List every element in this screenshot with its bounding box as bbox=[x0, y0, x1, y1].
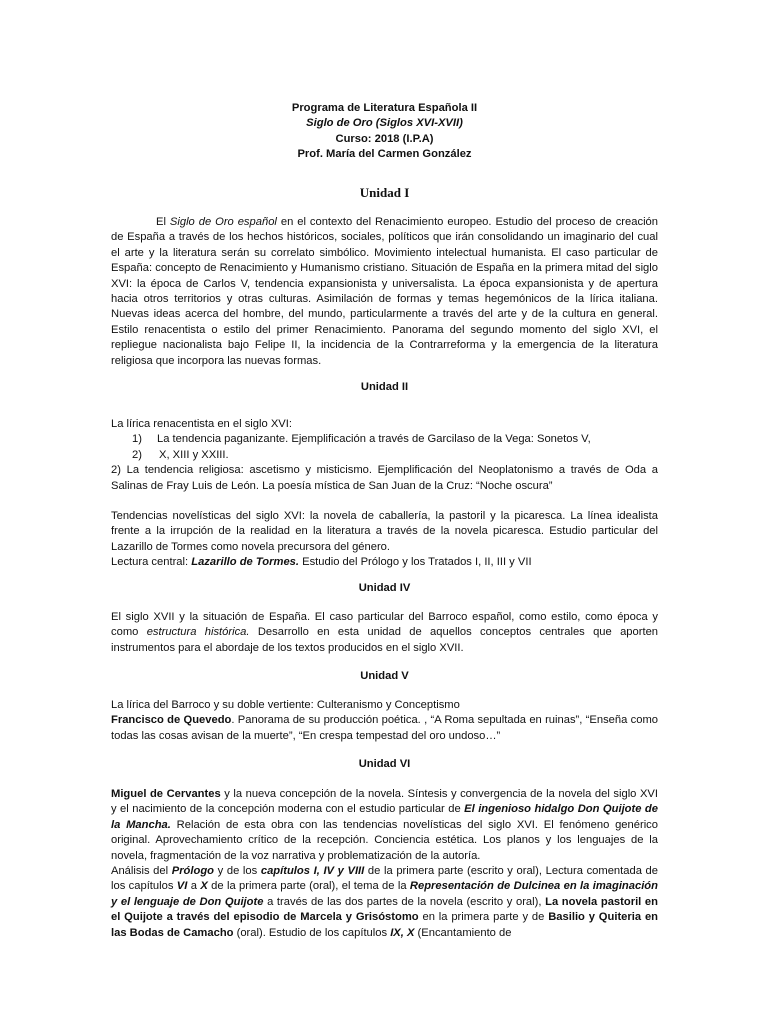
unidad-2-lead: La lírica renacentista en el siglo XVI: bbox=[111, 418, 292, 430]
unidad-5-quevedo: Francisco de Quevedo. Panorama de su producción poética. , “A Roma sepultada en ruinas”, “Enseña como todas las cosas avisan de la muerte”, “En crespa tempestad del oro undoso…” bbox=[111, 714, 659, 742]
unidad-1-italic: Siglo de Oro español bbox=[169, 216, 277, 228]
document-header bbox=[111, 101, 658, 163]
unidad-6-paragraph-1: Miguel de Cervantes y la nueva concepción de la novela. Síntesis y convergencia de la novela del siglo XVI y el nacimiento de la concepción moderna con el estudio particular de El ingenioso hidalgo Don Quijote de la Mancha. Relación de esta obra con las tendencias novelísticas del siglo XVI. El fenómeno genérico original. Aprovechamiento crítico de la recepción. Conciencia estética. Los planos y los lenguajes de la novela, fragmentación de la voz narrativa y problematización de la autoría. bbox=[111, 788, 659, 862]
list-item bbox=[111, 432, 658, 447]
unidad-2-religious-paragraph: 2) La tendencia religiosa: ascetismo y misticismo. Ejemplificación del Neoplatonismo a través de Oda a Salinas de Fray Luis de León. La poesía mística de San Juan de la Cruz: “Noche oscura” bbox=[111, 464, 658, 492]
unidad-4-paragraph: El siglo XVII y la situación de España. El caso particular del Barroco español, como estilo, como época y como estructura histórica. Desarrollo en esta unidad de aquellos conceptos centrales que aporten instrumentos para el abordaje de los textos producidos en el siglo XVII. bbox=[111, 611, 659, 654]
unidad-5-content bbox=[111, 698, 658, 744]
unidad-6-heading: Unidad VI bbox=[358, 758, 411, 770]
unidad-1-lead: El bbox=[156, 216, 170, 228]
course-year: Curso: 2018 (I.P.A) bbox=[335, 132, 434, 145]
unidad-5-heading: Unidad V bbox=[360, 670, 409, 682]
course-subtitle: Siglo de Oro (Siglos XVI-XVII) bbox=[306, 117, 463, 130]
unidad-1-paragraph bbox=[111, 215, 658, 369]
unidad-2-heading: Unidad II bbox=[360, 381, 409, 393]
professor-name: Prof. María del Carmen González bbox=[297, 148, 472, 161]
list-item bbox=[111, 448, 658, 463]
course-title: Programa de Literatura Española II bbox=[291, 102, 478, 114]
unidad-2-content bbox=[111, 417, 658, 571]
list-number: 1) bbox=[132, 433, 142, 446]
list-text: La tendencia paganizante. Ejemplificación a través de Garcilaso de la Vega: Sonetos V, bbox=[157, 433, 591, 446]
unidad-1-heading: Unidad I bbox=[359, 185, 410, 200]
unidad-2-reading: Lectura central: Lazarillo de Tormes. Estudio del Prólogo y los Tratados I, II, III y VII bbox=[111, 556, 532, 569]
unidad-6-content bbox=[111, 787, 658, 941]
unidad-5-lead: La lírica del Barroco y su doble vertiente: Culteranismo y Conceptismo bbox=[111, 699, 460, 711]
unidad-2-novel-paragraph: Tendencias novelísticas del siglo XVI: la novela de caballería, la pastoril y la picaresca. La línea idealista frente a la irrupción de la realidad en la literatura a través de la novela picaresca. Estudio particular del Lazarillo de Tormes como novela precursora del género. bbox=[111, 510, 658, 553]
unidad-4-heading: Unidad IV bbox=[358, 582, 411, 594]
lazarillo-title: Lazarillo de Tormes. bbox=[191, 556, 299, 569]
list-number: 2) bbox=[132, 448, 142, 461]
unidad-6-paragraph-2: Análisis del Prólogo y de los capítulos I, IV y VIII de la primera parte (escrito y oral), Lectura comentada de los capítulos VI a X de la primera parte (oral), el tema de la Representación de Dulcinea en la imaginación y el lenguaje de Don Quijote a través de las dos partes de la novela (escrito y oral), La novela pastoril en el Quijote a través del episodio de Marcela y Grisóstomo en la primera parte y de Basilio y Quiteria en las Bodas de Camacho (oral). Estudio de los capítulos IX, X (Encantamiento de bbox=[111, 865, 658, 939]
unidad-1-body: en el contexto del Renacimiento europeo. Estudio del proceso de creación de España a través de los hechos históricos, sociales, políticos que irán consolidando un imaginario del cual el arte y la literatura serán su correlato simbólico. Movimiento intelectual humanista. El caso particular de España: concepto de Renacimiento y Humanismo cristiano. Situación de España en la primera mitad del siglo XVI: la época de Carlos V, tendencia expansionista y universalista. La época expansionista y de apertura hacia otros territorios y otras culturas. Asimilación de formas y temas hegemónicos de la lírica italiana. Nuevas ideas acerca del hombre, del mundo, particularmente a través del arte y de la cultura en general. Estilo renacentista o estilo del primer Renacimiento. Panorama del segundo momento del siglo XVI, el repliegue nacionalista bajo Felipe II, la incidencia de la Contrarreforma y la emergencia de la literatura religiosa que incorpora las nuevas formas. bbox=[111, 216, 659, 367]
list-text: X, XIII y XXIII. bbox=[159, 448, 229, 461]
